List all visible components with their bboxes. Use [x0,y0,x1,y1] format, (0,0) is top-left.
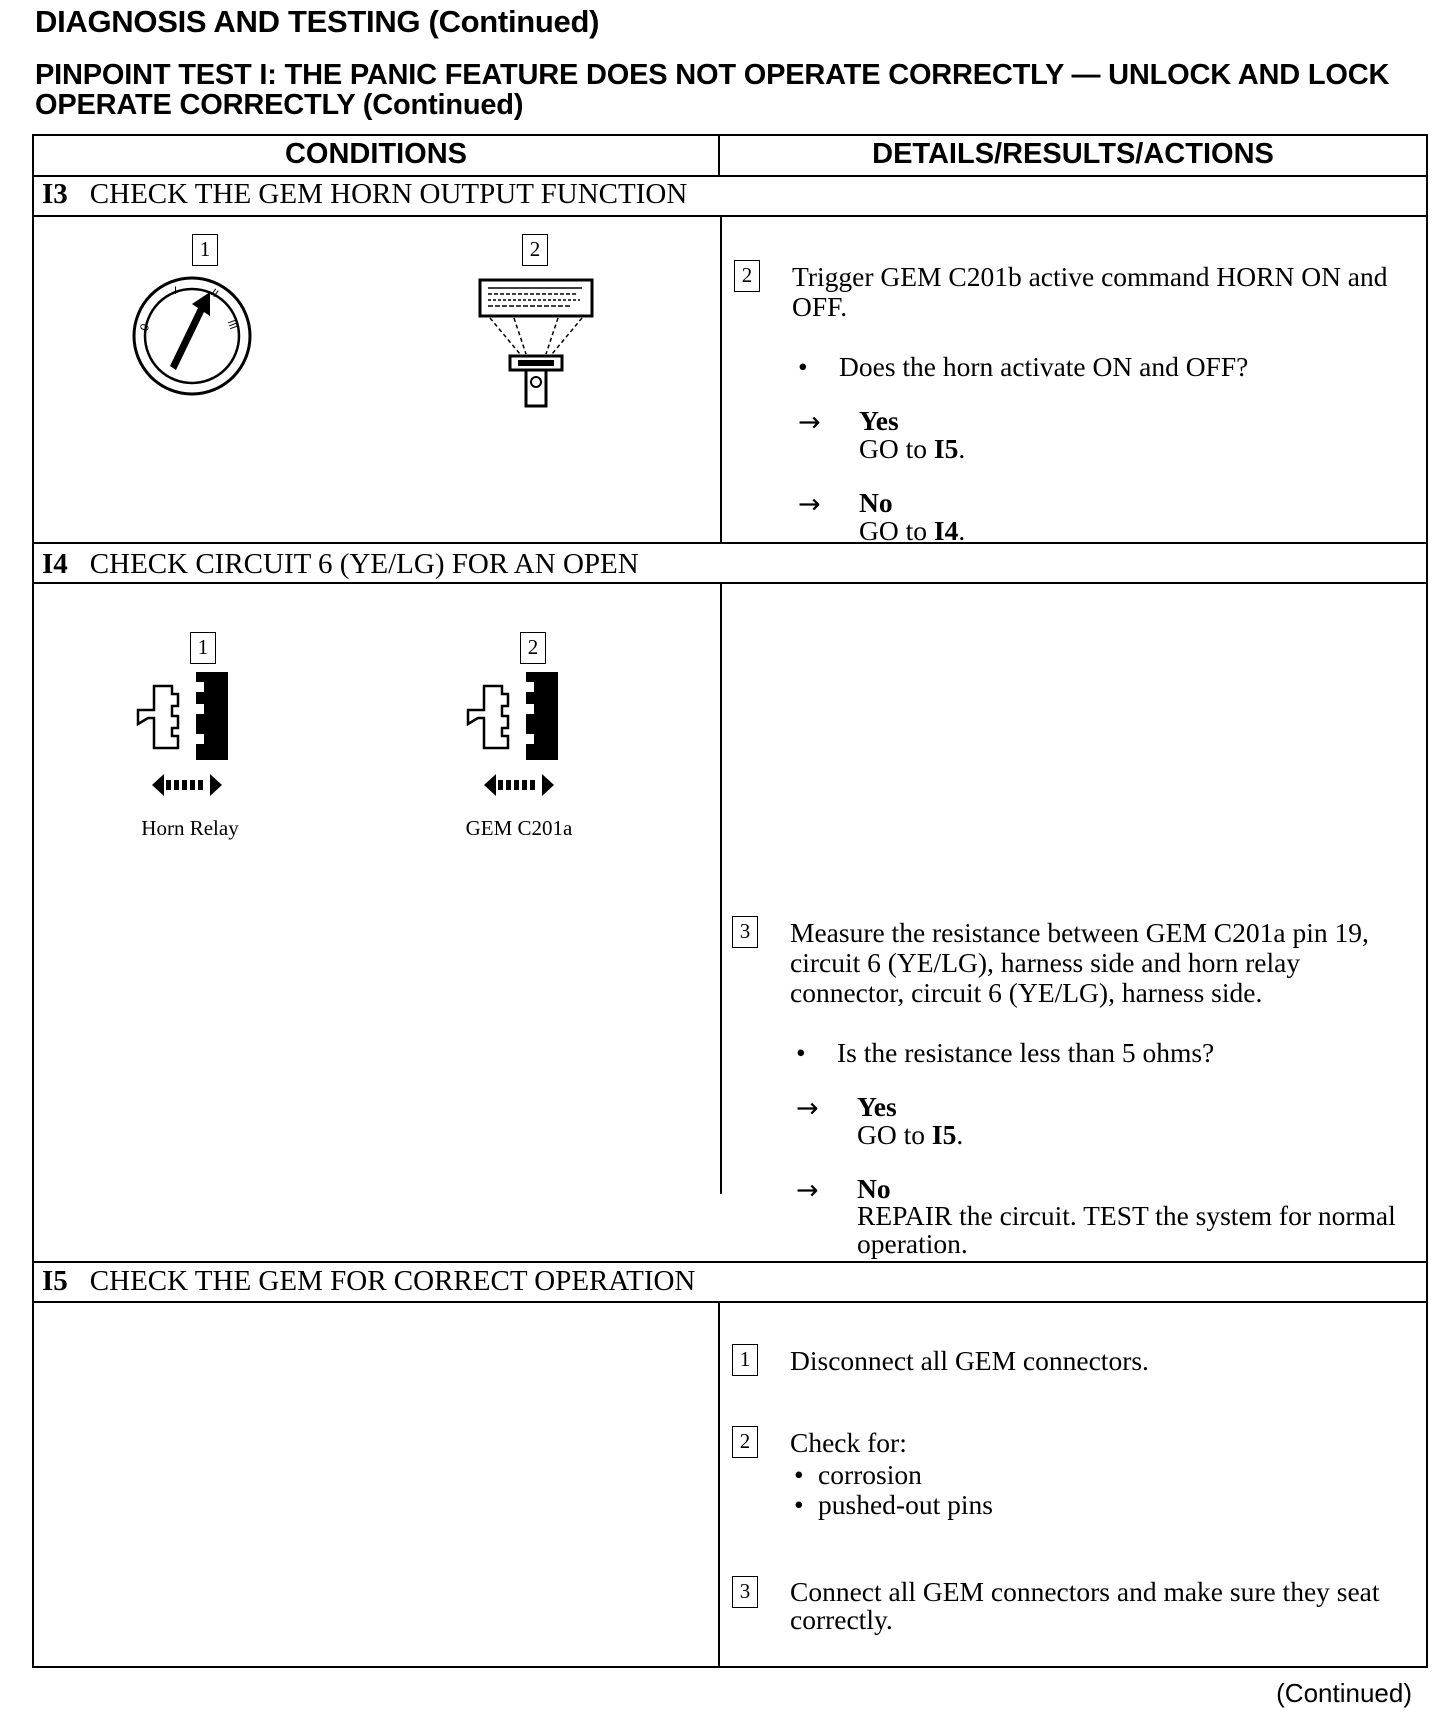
step-id-i3: I3 [42,178,68,210]
step-instruction: Measure the resistance between GEM C201a pin 19, circuit 6 (YE/LG), harness side and horn relay connector, circuit 6 (YE/LG), harness side. [790,917,1369,1008]
bullet-icon: • [794,1459,804,1490]
figure-number-box: 2 [522,234,548,266]
step-number-box: 2 [734,260,760,292]
divider-i5 [718,1302,720,1668]
svg-text:0: 0 [136,321,153,333]
scan-tool-icon [474,278,598,418]
svg-text:III: III [224,318,240,332]
ignition-switch-icon [130,274,254,398]
rule-i5-heading [34,1301,1426,1303]
figure-number-box: 1 [192,234,218,266]
arrow-right-icon: → [796,1093,819,1124]
step-id-i4: I4 [42,548,68,580]
pinpoint-test-title: PINPOINT TEST I: THE PANIC FEATURE DOES NOT OPERATE CORRECTLY — UNLOCK AND LOCK OPERATE CORRECTLY (Continued) [35,59,1390,121]
arrow-right-icon: → [798,489,821,520]
column-header-conditions: CONDITIONS [284,138,468,170]
step-link-i5[interactable]: I5 [931,1119,957,1150]
step-number-box: 3 [732,1576,758,1608]
result-no-label: No [857,1173,891,1204]
step-heading-i3 [42,178,687,211]
step-instruction: Trigger GEM C201b active command HORN ON and OFF. [792,261,1388,322]
result-no-label: No [859,487,893,518]
svg-text:I: I [174,285,178,297]
result-no-action: GO to I4. [859,515,966,546]
double-arrow-icon [152,774,222,796]
step-heading-i5 [42,1265,695,1298]
step-id-i5: I5 [42,1265,68,1297]
step-title-i3: CHECK THE GEM HORN OUTPUT FUNCTION [89,178,688,210]
column-header-details: DETAILS/RESULTS/ACTIONS [872,138,1274,170]
step-link-i4[interactable]: I4 [933,515,959,546]
result-yes-action: GO to I5. [859,433,966,464]
arrow-right-icon: → [798,407,821,438]
bullet-icon: • [796,1037,806,1068]
svg-text:II: II [208,286,221,301]
rule-i4-end [34,1261,1426,1263]
double-arrow-icon [484,774,554,796]
bullet-icon: • [794,1489,804,1520]
header-divider [718,136,720,176]
rule-i3-heading [34,215,1426,217]
step-number-box: 3 [732,916,758,948]
bullet-icon: • [798,351,808,382]
result-no-action: REPAIR the circuit. TEST the system for normal operation. [857,1200,1396,1259]
test-table [32,134,1428,1668]
arrow-right-icon: → [796,1175,819,1206]
page-title: DIAGNOSIS AND TESTING (Continued) [35,4,600,39]
result-yes-label: Yes [857,1091,897,1122]
step-title-i5: CHECK THE GEM FOR CORRECT OPERATION [89,1265,696,1297]
check-item: pushed-out pins [818,1489,993,1520]
step-title-i4: CHECK CIRCUIT 6 (YE/LG) FOR AN OPEN [89,548,639,580]
result-yes-label: Yes [859,405,899,436]
figure-caption: Horn Relay [141,816,239,840]
step-instruction: Disconnect all GEM connectors. [790,1345,1149,1376]
step-instruction: Connect all GEM connectors and make sure they seat correctly. [790,1576,1380,1635]
step-heading-i4 [42,548,639,581]
connector-disconnect-icon [464,672,586,762]
header-rule [34,175,1426,177]
figure-number-box: 2 [520,632,546,664]
rule-i4-heading [34,582,1426,584]
check-item: corrosion [818,1459,922,1490]
connector-disconnect-icon [134,672,256,762]
divider-i4 [720,583,722,1194]
rule-i3-end [34,542,1426,544]
step-question: Does the horn activate ON and OFF? [839,351,1249,382]
step-number-box: 2 [732,1426,758,1458]
result-yes-action: GO to I5. [857,1119,964,1150]
step-question: Is the resistance less than 5 ohms? [837,1037,1215,1068]
step-link-i5[interactable]: I5 [933,433,959,464]
step-number-box: 1 [732,1344,758,1376]
step-instruction: Check for: [790,1427,907,1458]
figure-caption: GEM C201a [465,816,573,840]
continued-footer: (Continued) [1276,1678,1412,1708]
figure-number-box: 1 [190,632,216,664]
divider-i3 [720,216,722,542]
